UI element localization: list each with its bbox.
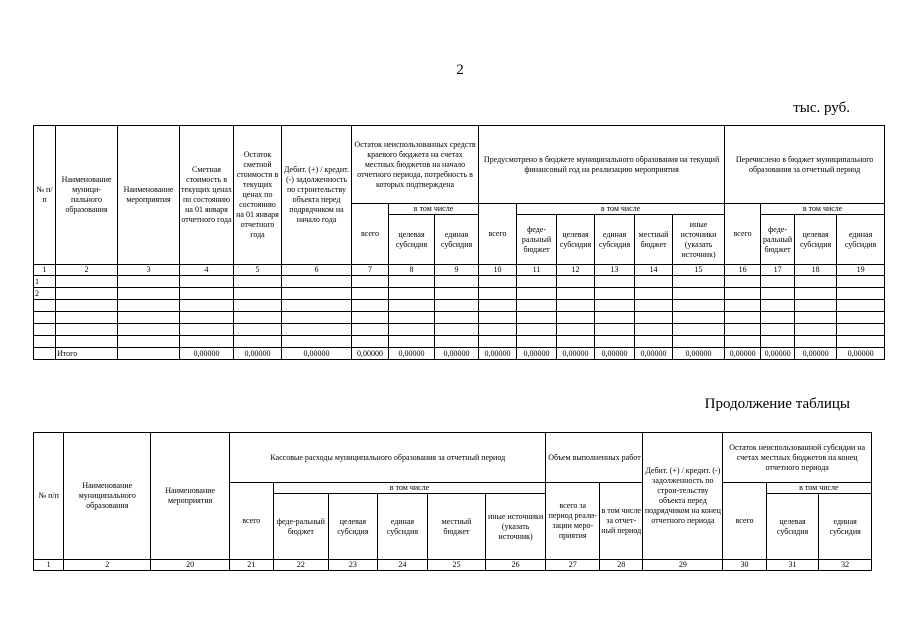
planned-incl-header: в том числе xyxy=(517,204,725,215)
total-value: 0,00000 xyxy=(795,348,837,360)
total-value: 0,00000 xyxy=(517,348,557,360)
volume-total-header: всего за период реали-зации меро-приятия xyxy=(546,483,600,560)
col-num-header: № п/п xyxy=(34,433,64,560)
table-row xyxy=(34,300,885,312)
planned-other-header: иные источники (указать источник) xyxy=(673,215,725,265)
cash-other-header: иные источники (указать источник) xyxy=(485,494,546,560)
total-value: 0,00000 xyxy=(595,348,635,360)
table-row xyxy=(34,276,885,288)
total-value: 0,00000 xyxy=(180,348,234,360)
table-row xyxy=(34,312,885,324)
col-mo-header: Наименование муници-пального образования xyxy=(56,126,118,265)
column-number: 1 xyxy=(34,265,56,276)
total-value: 0,00000 xyxy=(725,348,761,360)
column-number: 30 xyxy=(723,560,766,571)
volume-period-header: в том числе за отчет-ный период xyxy=(600,483,643,560)
cash-targeted-header: целевая субсидия xyxy=(329,494,378,560)
total-value: 0,00000 xyxy=(635,348,673,360)
transferred-incl-header: в том числе xyxy=(761,204,885,215)
column-number: 26 xyxy=(485,560,546,571)
row-number: 2 xyxy=(34,288,56,300)
planned-single-header: единая субсидия xyxy=(595,215,635,265)
column-number: 2 xyxy=(64,560,151,571)
planned-targeted-header: целевая субсидия xyxy=(557,215,595,265)
transferred-total-header: всего xyxy=(725,204,761,265)
column-number: 5 xyxy=(234,265,282,276)
col-cost-header: Сметная стоимость в текущих ценах по состоянию на 01 января отчетного года xyxy=(180,126,234,265)
column-number: 13 xyxy=(595,265,635,276)
unused-incl-header: в том числе xyxy=(766,483,871,494)
column-number: 1 xyxy=(34,560,64,571)
planned-federal-header: феде-ральный бюджет xyxy=(517,215,557,265)
column-number: 28 xyxy=(600,560,643,571)
column-number: 29 xyxy=(643,560,723,571)
total-value: 0,00000 xyxy=(557,348,595,360)
column-number: 11 xyxy=(517,265,557,276)
cash-single-header: единая субсидия xyxy=(377,494,428,560)
total-value: 0,00000 xyxy=(282,348,352,360)
col-debit-header: Дебит. (+) / кредит. (-) задолженность по строительству объекта перед подрядчиком на начало года xyxy=(282,126,352,265)
column-number: 15 xyxy=(673,265,725,276)
col-rest-header: Остаток сметной стоимости в текущих ценах по состоянию на 01 января отчетного года xyxy=(234,126,282,265)
column-number: 3 xyxy=(118,265,180,276)
column-number: 2 xyxy=(56,265,118,276)
total-value: 0,00000 xyxy=(479,348,517,360)
total-value: 0,00000 xyxy=(673,348,725,360)
report-table-part-1 xyxy=(33,125,885,360)
cash-incl-header: в том числе xyxy=(273,483,546,494)
transferred-federal-header: феде-ральный бюджет xyxy=(761,215,795,265)
column-number: 8 xyxy=(389,265,435,276)
total-label: Итого xyxy=(56,348,118,360)
col-unused-header: Остаток неиспользованной субсидии на счетах местных бюджетов на конец отчетного периода xyxy=(723,433,872,483)
col-event-header: Наименование мероприятия xyxy=(151,433,230,560)
column-number: 24 xyxy=(377,560,428,571)
col-debit-header: Дебит. (+) / кредит. (-) задолженность по строи-тельству объекта перед подрядчиком на конец отчетного периода xyxy=(643,433,723,560)
column-number: 20 xyxy=(151,560,230,571)
total-value: 0,00000 xyxy=(837,348,885,360)
column-number: 12 xyxy=(557,265,595,276)
table-row xyxy=(34,324,885,336)
column-number: 16 xyxy=(725,265,761,276)
cash-local-header: местный бюджет xyxy=(428,494,486,560)
total-row xyxy=(34,348,885,360)
unused-targeted-header: целевая субсидия xyxy=(389,215,435,265)
column-number: 23 xyxy=(329,560,378,571)
column-number: 7 xyxy=(352,265,389,276)
column-number: 4 xyxy=(180,265,234,276)
column-number: 14 xyxy=(635,265,673,276)
page-number: 2 xyxy=(456,62,464,78)
unused-targeted-header: целевая субсидия xyxy=(766,494,819,560)
col-num-header: № п/п xyxy=(34,126,56,265)
report-table-part-2 xyxy=(33,432,872,571)
col-cash-header: Кассовые расходы муниципального образования за отчетный период xyxy=(230,433,546,483)
unused-single-header: единая субсидия xyxy=(819,494,872,560)
unit-label: тыс. руб. xyxy=(793,100,850,116)
column-number: 25 xyxy=(428,560,486,571)
column-number: 27 xyxy=(546,560,600,571)
col-volume-header: Объем выполненных работ xyxy=(546,433,643,483)
column-number: 32 xyxy=(819,560,872,571)
column-number: 10 xyxy=(479,265,517,276)
unused-total-header: всего xyxy=(352,204,389,265)
column-number: 9 xyxy=(435,265,479,276)
planned-total-header: всего xyxy=(479,204,517,265)
transferred-single-header: единая субсидия xyxy=(837,215,885,265)
total-value: 0,00000 xyxy=(352,348,389,360)
column-number: 31 xyxy=(766,560,819,571)
column-number: 6 xyxy=(282,265,352,276)
col-transferred-header: Перечислено в бюджет муниципального образования за отчетный период xyxy=(725,126,885,204)
planned-local-header: местный бюджет xyxy=(635,215,673,265)
row-number: 1 xyxy=(34,276,56,288)
column-number: 19 xyxy=(837,265,885,276)
col-mo-header: Наименование муниципального образования xyxy=(64,433,151,560)
transferred-targeted-header: целевая субсидия xyxy=(795,215,837,265)
unused-single-header: единая субсидия xyxy=(435,215,479,265)
column-number: 21 xyxy=(230,560,273,571)
unused-incl-header: в том числе xyxy=(389,204,479,215)
column-number: 17 xyxy=(761,265,795,276)
cash-federal-header: феде-ральный бюджет xyxy=(273,494,329,560)
total-value: 0,00000 xyxy=(234,348,282,360)
table-row xyxy=(34,288,885,300)
col-unused-header: Остаток неиспользованных средств краевого бюджета на счетах местных бюджетов на начало отчетного периода, потребность в которых подтверждена xyxy=(352,126,479,204)
column-number: 22 xyxy=(273,560,329,571)
unused-total-header: всего xyxy=(723,483,766,560)
col-planned-header: Предусмотрено в бюджете муниципального образования на текущий финансовый год на реализацию мероприятия xyxy=(479,126,725,204)
table-row xyxy=(34,336,885,348)
continuation-title: Продолжение таблицы xyxy=(704,396,850,412)
total-value: 0,00000 xyxy=(435,348,479,360)
total-value: 0,00000 xyxy=(761,348,795,360)
total-value: 0,00000 xyxy=(389,348,435,360)
col-event-header: Наименование мероприятия xyxy=(118,126,180,265)
cash-total-header: всего xyxy=(230,483,273,560)
column-number: 18 xyxy=(795,265,837,276)
